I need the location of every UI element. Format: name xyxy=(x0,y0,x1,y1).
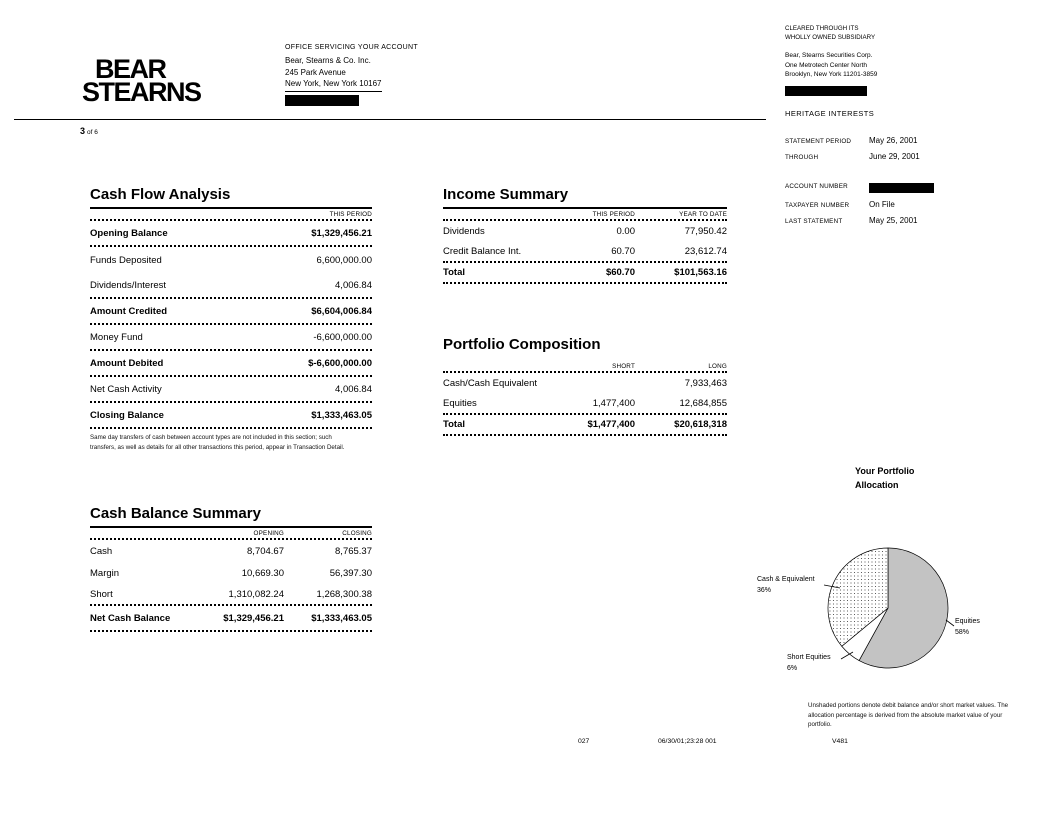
redacted-clearing-bar xyxy=(785,86,867,96)
statement-through-value: June 29, 2001 xyxy=(869,152,920,161)
last-statement-value: May 25, 2001 xyxy=(869,216,918,225)
table-row-equities xyxy=(443,394,727,415)
pie-label-pct: 6% xyxy=(787,664,798,672)
statement-through-row xyxy=(785,152,934,161)
clearing-street: One Metrotech Center North xyxy=(785,61,868,69)
allocation-title-line2: Allocation xyxy=(855,479,899,490)
statement-period-row xyxy=(785,136,934,145)
pie-label-equities xyxy=(955,617,980,638)
table-row-funds-deposited xyxy=(90,247,372,273)
row-label: Net Cash Balance xyxy=(90,612,171,624)
row-value-long: $20,618,318 xyxy=(674,419,727,430)
col-opening: OPENING xyxy=(253,530,284,537)
office-heading: OFFICE SERVICING YOUR ACCOUNT xyxy=(285,44,418,51)
pie-label-short-equities xyxy=(787,653,831,674)
row-value-period: 60.70 xyxy=(611,246,635,257)
cash-balance-summary-section xyxy=(90,505,372,632)
row-value-short: $1,477,400 xyxy=(587,419,635,430)
pie-chart-svg xyxy=(745,540,1010,690)
row-label: Money Fund xyxy=(90,331,143,343)
portfolio-column-headers xyxy=(443,361,727,373)
row-label: Closing Balance xyxy=(90,409,164,421)
table-row-short xyxy=(90,584,372,606)
page-number-value: 3 xyxy=(80,126,86,136)
page-count: of 6 xyxy=(87,129,98,136)
income-column-headers xyxy=(443,209,727,221)
row-value: $6,604,006.84 xyxy=(311,305,372,317)
account-number-row xyxy=(785,183,934,193)
section-title-cash-balance: Cash Balance Summary xyxy=(90,505,372,528)
allocation-footnote: Unshaded portions denote debit balance and/or short market values. The allocation percentage is derived from the absolute market value of your portfolio. xyxy=(808,702,1009,729)
clearing-address xyxy=(785,51,877,80)
row-label: Total xyxy=(443,267,465,278)
redacted-office-bar xyxy=(285,95,359,106)
row-label: Dividends/Interest xyxy=(90,279,167,291)
leader-line-equities xyxy=(946,620,954,626)
footer-batch-number: 027 xyxy=(578,738,590,745)
table-row-credit-balance-int xyxy=(443,242,727,263)
table-row-net-cash-activity xyxy=(90,377,372,403)
clearing-city: Brooklyn, New York 11201-3859 xyxy=(785,71,878,79)
row-value-closing: 56,397.30 xyxy=(329,567,372,579)
office-firm: Bear, Stearns & Co. Inc. xyxy=(285,56,371,66)
section-title-portfolio: Portfolio Composition xyxy=(443,336,601,353)
row-value-ytd: $101,563.16 xyxy=(674,267,727,278)
row-value-ytd: 77,950.42 xyxy=(684,226,727,237)
portfolio-pie-chart xyxy=(745,540,1010,690)
pie-label-cash-equivalent xyxy=(757,575,815,596)
statement-info-block xyxy=(785,136,934,232)
table-row-portfolio-total xyxy=(443,415,727,436)
clearing-firm: Bear, Stearns Securities Corp. xyxy=(785,51,873,59)
cash-flow-column-headers xyxy=(90,209,372,221)
row-value: $1,333,463.05 xyxy=(311,409,372,421)
table-row-opening-balance xyxy=(90,221,372,247)
statement-period-label: STATEMENT PERIOD xyxy=(785,138,852,145)
col-year-to-date: YEAR TO DATE xyxy=(679,211,727,218)
row-label: Amount Debited xyxy=(90,357,164,369)
cash-balance-column-headers xyxy=(90,528,372,540)
footer-timestamp: 06/30/01;23:28 001 xyxy=(658,738,717,745)
table-row-margin xyxy=(90,562,372,584)
section-title-cash-flow: Cash Flow Analysis xyxy=(90,186,372,209)
col-closing: CLOSING xyxy=(342,530,372,537)
section-title-income: Income Summary xyxy=(443,186,727,209)
table-row-closing-balance xyxy=(90,403,372,429)
pie-label-text: Cash & Equivalent xyxy=(757,576,815,583)
col-this-period: THIS PERIOD xyxy=(329,211,372,218)
row-label: Cash xyxy=(90,545,113,557)
row-value-opening: 1,310,082.24 xyxy=(228,588,284,600)
table-row-dividends-interest xyxy=(90,273,372,299)
taxpayer-number-label: TAXPAYER NUMBER xyxy=(785,202,850,209)
row-value: 4,006.84 xyxy=(335,383,372,395)
row-label: Dividends xyxy=(443,226,485,237)
row-value: 4,006.84 xyxy=(335,279,372,291)
row-label: Margin xyxy=(90,567,120,579)
statement-period-value: May 26, 2001 xyxy=(869,136,918,145)
table-row-cash xyxy=(90,540,372,562)
row-label: Net Cash Activity xyxy=(90,383,162,395)
table-row-income-total xyxy=(443,263,727,284)
row-value-ytd: 23,612.74 xyxy=(684,246,727,257)
pie-label-pct: 58% xyxy=(955,628,970,636)
row-label: Funds Deposited xyxy=(90,254,162,266)
pie-slices-group xyxy=(828,548,948,668)
page-number xyxy=(80,126,98,136)
table-row-cash-equivalent xyxy=(443,373,727,394)
redacted-account-number xyxy=(869,183,934,193)
table-row-net-cash-balance xyxy=(90,606,372,632)
row-value-period: $60.70 xyxy=(605,267,635,278)
table-row-dividends xyxy=(443,221,727,242)
row-label: Credit Balance Int. xyxy=(443,246,522,257)
footer-form-code: V481 xyxy=(832,738,848,745)
row-value-long: 7,933,463 xyxy=(684,378,727,389)
row-value: -6,600,000.00 xyxy=(313,331,372,343)
last-statement-row xyxy=(785,216,934,225)
row-value: $1,329,456.21 xyxy=(311,227,372,239)
row-value: $-6,600,000.00 xyxy=(308,357,372,369)
row-label: Opening Balance xyxy=(90,227,168,239)
clearing-line1: CLEARED THROUGH ITS xyxy=(785,25,859,32)
table-row-amount-debited xyxy=(90,351,372,377)
cash-flow-analysis-section xyxy=(90,186,372,429)
row-value-closing: 8,765.37 xyxy=(335,545,372,557)
taxpayer-number-row xyxy=(785,200,934,209)
row-value: 6,600,000.00 xyxy=(316,254,372,266)
office-street: 245 Park Avenue xyxy=(285,67,346,77)
statement-through-label: THROUGH xyxy=(785,154,819,161)
row-value-short: 1,477,400 xyxy=(592,398,635,409)
cash-flow-footnote: Same day transfers of cash between account types are not included in this section; such transfers, as well as details for all other transactions this period, appear in Transaction Detail. xyxy=(90,434,345,451)
row-value-period: 0.00 xyxy=(616,226,635,237)
last-statement-label: LAST STATEMENT xyxy=(785,218,843,225)
office-city: New York, New York 10167 xyxy=(285,78,382,92)
col-this-period: THIS PERIOD xyxy=(592,211,635,218)
bear-stearns-logo xyxy=(82,54,201,107)
pie-label-text: Equities xyxy=(955,618,980,625)
account-holder-name: HERITAGE INTERESTS xyxy=(785,109,875,119)
account-number-label: ACCOUNT NUMBER xyxy=(785,183,848,190)
row-value-closing: 1,268,300.38 xyxy=(316,588,372,600)
logo-line2: STEARNS xyxy=(82,76,201,107)
header-divider xyxy=(14,119,766,120)
row-value-long: 12,684,855 xyxy=(679,398,727,409)
table-row-money-fund xyxy=(90,325,372,351)
row-label: Amount Credited xyxy=(90,305,168,317)
pie-label-pct: 36% xyxy=(757,586,772,594)
col-short: SHORT xyxy=(612,363,635,370)
logo-line1: BEAR xyxy=(95,54,166,84)
portfolio-allocation-title xyxy=(855,465,914,493)
row-value-opening: $1,329,456.21 xyxy=(223,612,284,624)
row-value-closing: $1,333,463.05 xyxy=(311,612,372,624)
portfolio-composition-section xyxy=(443,336,727,436)
clearing-line2: WHOLLY OWNED SUBSIDIARY xyxy=(785,33,876,41)
taxpayer-number-value: On File xyxy=(869,200,895,209)
pie-label-text: Short Equities xyxy=(787,654,831,661)
row-value-opening: 10,669.30 xyxy=(241,567,284,579)
table-row-amount-credited xyxy=(90,299,372,325)
income-summary-section xyxy=(443,186,727,284)
clearing-block xyxy=(785,25,877,120)
allocation-title-line1: Your Portfolio xyxy=(855,466,915,476)
row-label: Short xyxy=(90,588,113,600)
spacer xyxy=(785,168,934,183)
row-label: Total xyxy=(443,419,465,430)
row-value-opening: 8,704.67 xyxy=(247,545,284,557)
row-label: Cash/Cash Equivalent xyxy=(443,378,537,389)
office-servicing-block xyxy=(285,43,418,106)
col-long: LONG xyxy=(708,363,727,370)
row-label: Equities xyxy=(443,398,477,409)
